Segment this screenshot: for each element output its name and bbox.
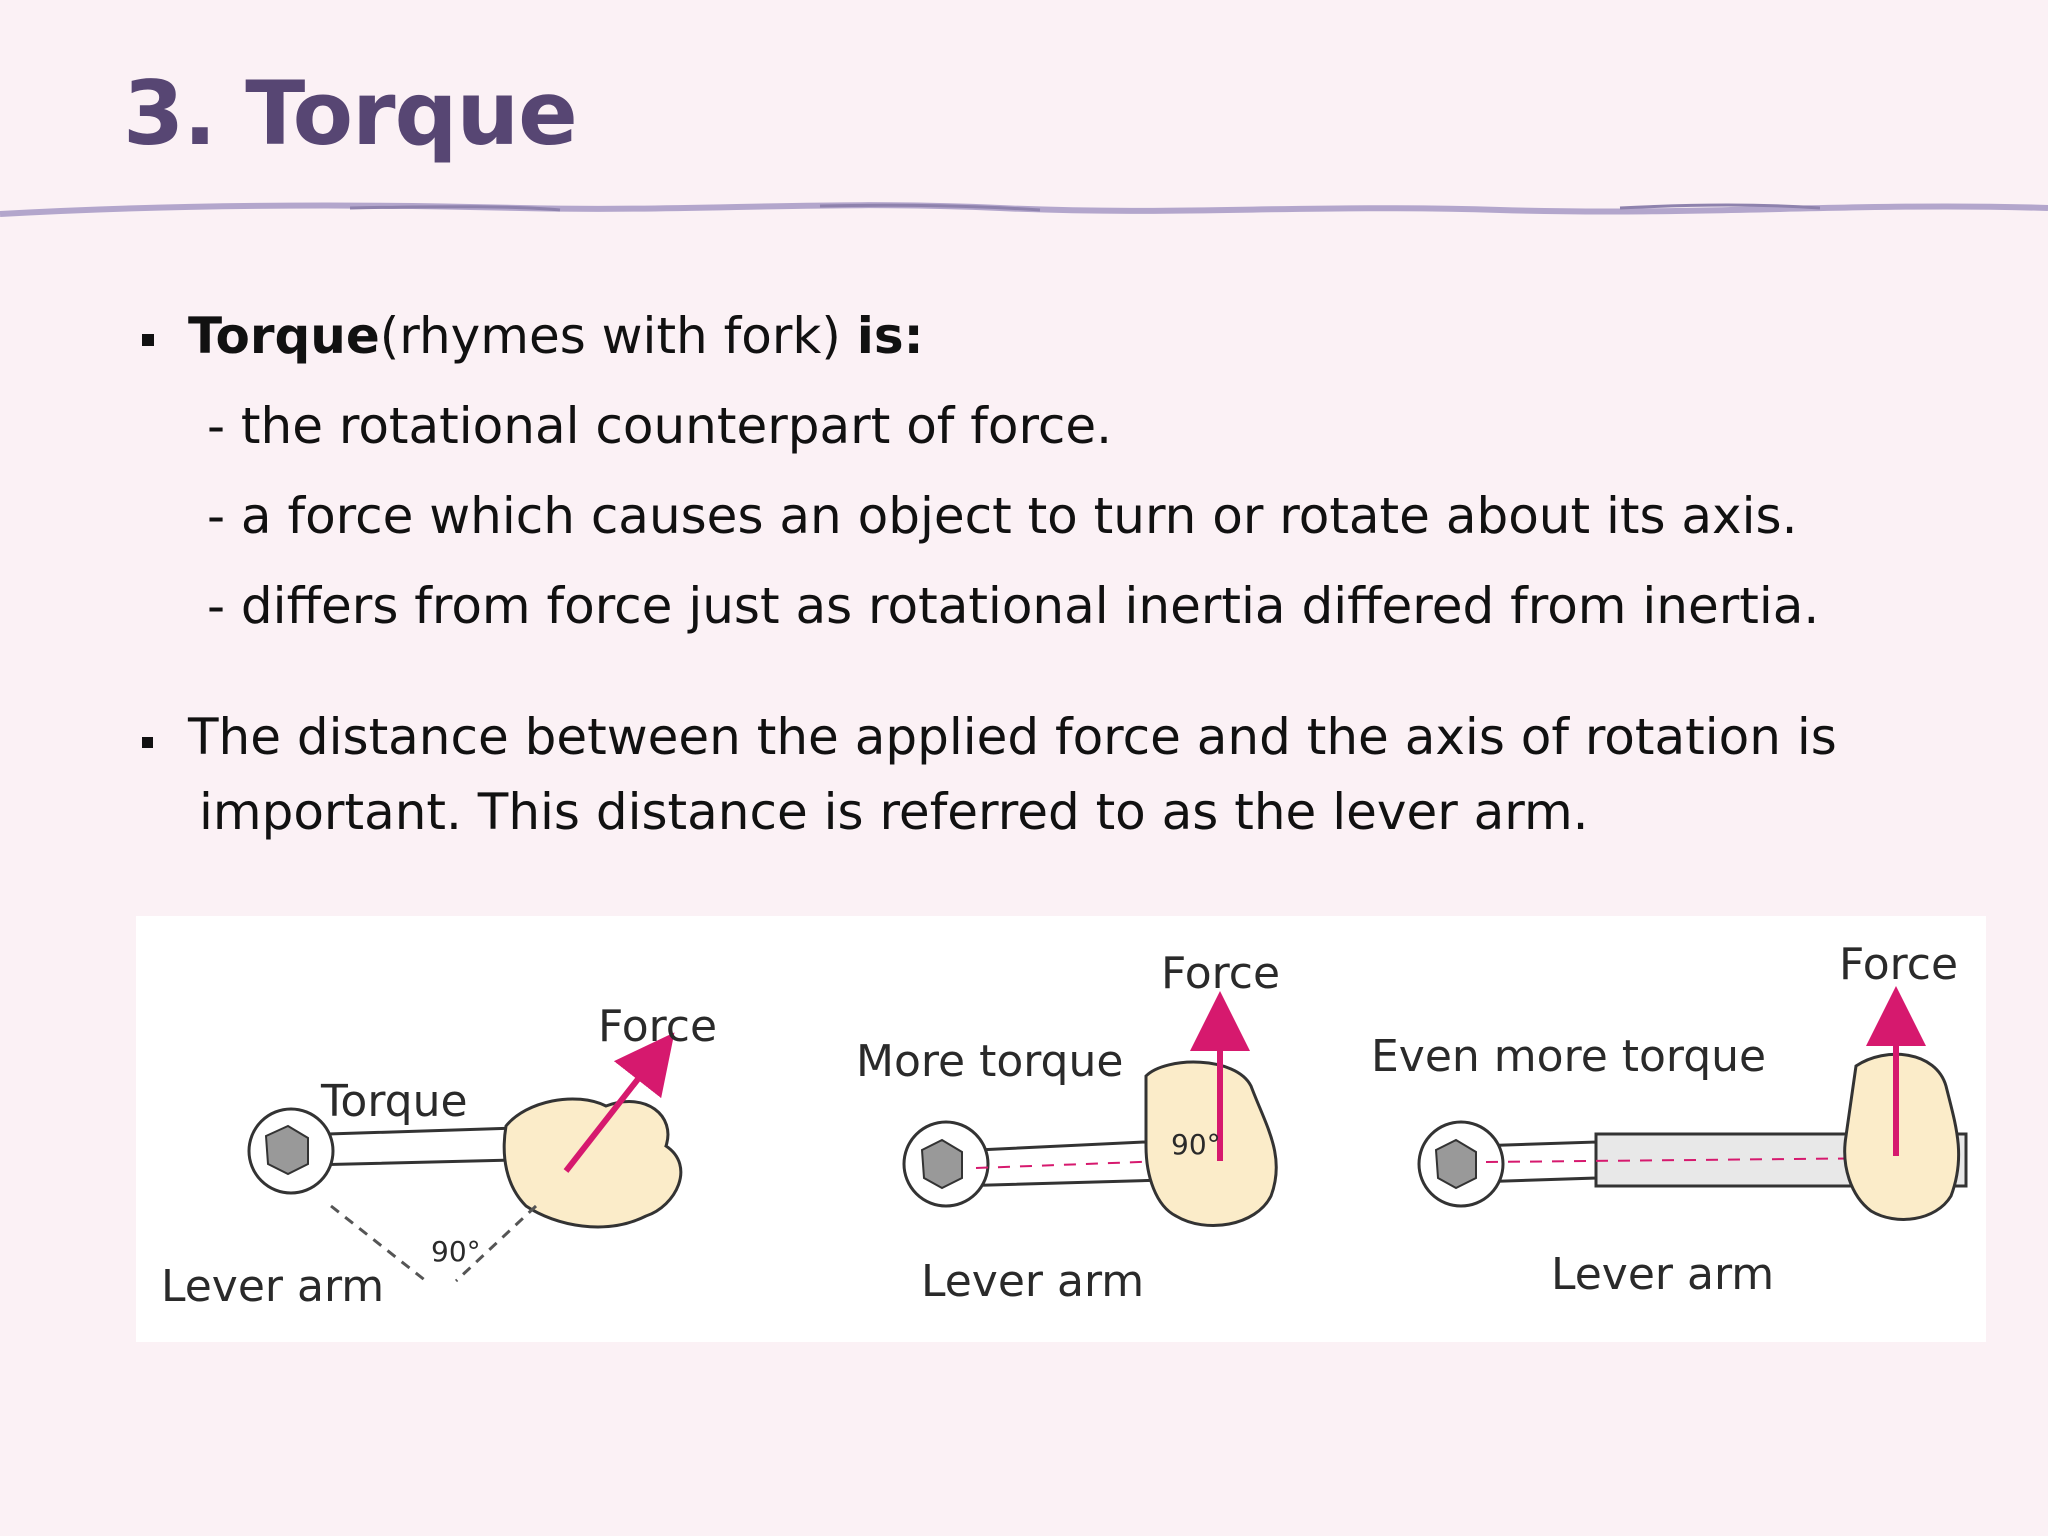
- panel-2-angle-label: 90°: [1171, 1128, 1221, 1161]
- panel-2-force-perpendicular: [856, 948, 1280, 1307]
- panel-1-short-wrench: [161, 1001, 717, 1312]
- hand-icon: [504, 1099, 681, 1227]
- panel-3-lever-arm-label: Lever arm: [1551, 1249, 1775, 1300]
- title-underline: [0, 190, 2048, 220]
- torque-term: Torque: [188, 307, 380, 365]
- slide-title: 3. Torque: [123, 62, 577, 165]
- panel-1-lever-arm-label: Lever arm: [161, 1261, 385, 1312]
- bullet-marker: [142, 737, 153, 748]
- definition-point-3: - differs from force just as rotational inertia differed from inertia.: [207, 577, 1820, 635]
- bolt-icon: [266, 1126, 308, 1174]
- lever-arm-text-line-1: The distance between the applied force and the axis of rotation is: [188, 708, 1837, 766]
- panel-2-lever-arm-label: Lever arm: [921, 1256, 1145, 1307]
- panel-3-torque-label: Even more torque: [1371, 1031, 1767, 1082]
- panel-2-force-label: Force: [1161, 948, 1281, 999]
- panel-2-torque-label: More torque: [856, 1036, 1124, 1087]
- lever-arm-text-line-2: important. This distance is referred to as the lever arm.: [199, 783, 1589, 841]
- panel-1-angle-label: 90°: [431, 1235, 481, 1268]
- definition-point-2: - a force which causes an object to turn or rotate about its axis.: [207, 487, 1798, 545]
- panel-1-force-label: Force: [598, 1001, 718, 1052]
- bullet-marker: [142, 334, 154, 346]
- wrench-diagram: [136, 916, 1986, 1342]
- panel-3-force-label: Force: [1839, 939, 1959, 990]
- panel-3-longer-lever-arm: [1371, 939, 1966, 1300]
- hand-icon: [1845, 1054, 1959, 1219]
- definition-point-1: - the rotational counterpart of force.: [207, 397, 1113, 455]
- panel-1-torque-label: Torque: [321, 1076, 468, 1127]
- torque-is: is:: [856, 307, 924, 365]
- wrench-torque-illustration: [136, 916, 1986, 1342]
- torque-aside: (rhymes with fork): [379, 307, 857, 365]
- torque-definition-heading: [188, 307, 924, 365]
